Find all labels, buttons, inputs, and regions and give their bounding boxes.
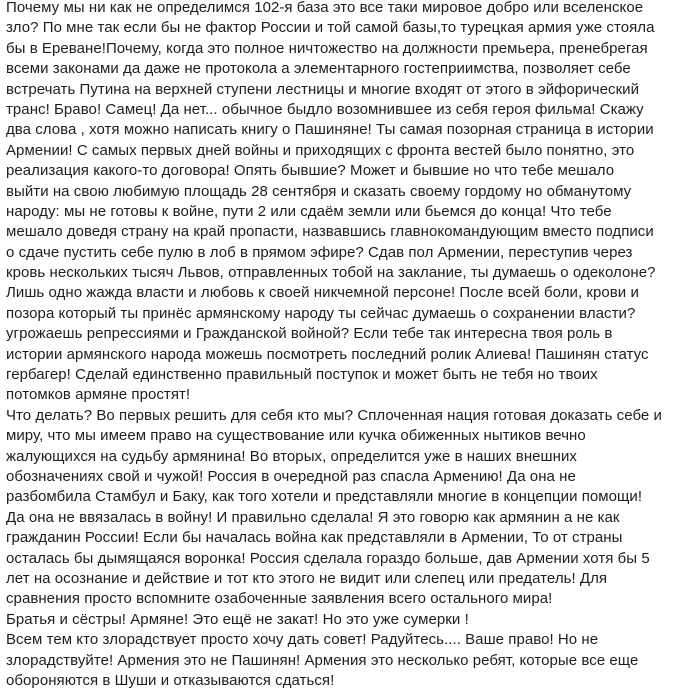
post-line: осталась бы дымящаяся воронка! Россия сделала гораздо больше, дав Армении хотя бы 5: [6, 549, 650, 567]
post-line: Да она не ввязалась в войну! И правильно сделала! Я это говорю как армянин а не как: [6, 508, 620, 526]
post-line: потомков армяне простят!: [6, 386, 191, 404]
post-line: Что делать? Во первых решить для себя кто мы? Сплоченная нация готовая доказать себе и: [6, 406, 662, 424]
post-line: зло? По мне так если бы не фактор России и той самой базы,то турецкая армия уже стояла: [6, 19, 655, 37]
post-line: Почему мы ни как не определимся 102-я база это все таки мировое добро или вселенское: [6, 0, 644, 16]
post-line: лет на осознание и действие и тот кто этого не видит или слепец или предатель! Для: [6, 569, 608, 587]
post-line: Братья и сёстры! Армяне! Это ещё не закат! Но это уже сумерки !: [6, 610, 469, 628]
post-line: Всем тем кто злорадствует просто хочу дать совет! Радуйтесь.... Ваше право! Но не: [6, 631, 599, 649]
post-line: Лишь одно жажда власти и любовь к своей никчемной персоне! После всей боли, крови и: [6, 284, 639, 302]
post-line: Армении! С самых первых дней войны и приходящих с фронта вестей было понятно, это: [6, 141, 635, 159]
post-line: миру, что мы имеем право на существование или кучка обиженных нытиков вечно: [6, 427, 586, 445]
post-line: реализация какого-то договора! Опять бывшие? Может и бывшие но что тебе мешало: [6, 162, 615, 180]
post-line: выйти на свою любимую площадь 28 сентября и сказать своему гордому но обманутому: [6, 182, 632, 200]
post-text: [6, 0, 688, 691]
post-line: истории армянского народа можешь посмотреть последний ролик Алиева! Пашинян статус: [6, 345, 649, 363]
post-line: всеми законами да даже не протокола а элементарного гостеприимства, позволяет себе: [6, 60, 631, 78]
post-line: сравнения просто вспомните озабоченные заявления всего остального мира!: [6, 590, 553, 608]
post-line: кровь нескольких тысяч Львов, отправленных тобой на заклание, ты думаешь о одеколоне?: [6, 264, 656, 282]
post-line: народу: мы не готовы к войне, пути 2 или сдаём земли или бьемся до конца! Что тебе: [6, 202, 612, 220]
post-line: злорадствуйте! Армения это не Пашинян! Армения это несколько ребят, которые все еще: [6, 651, 639, 669]
post-line: встречать Путина на верхней ступени лестницы и многие входят от этого в эйфорический: [6, 80, 640, 98]
post-line: угрожаешь репрессиями и Гражданской войной? Если тебе так интересна твоя роль в: [6, 325, 613, 343]
post-line: обороняются в Шуши и отказываются сдаться!: [6, 671, 335, 689]
post-line: два слова , хотя можно написать книгу о Пашиняне! Ты самая позорная страница в истории: [6, 121, 654, 139]
post-line: позора который ты принёс армянскому народу ты сейчас думаешь о сохранении власти?: [6, 304, 636, 322]
post-line: гербагер! Сделай единственно правильный поступок и может быть не тебя но твоих: [6, 366, 598, 384]
post-line: обозначениях свой и чужой! Россия в очередной раз спасла Армению! Да она не: [6, 467, 576, 485]
post-line: жалующихся на судьбу армянина! Во вторых, определится уже в наших внешних: [6, 447, 577, 465]
post-line: гражданин России! Если бы началась война как представляли в Армении, То от страны: [6, 529, 623, 547]
post-line: о сдаче пустить себе пулю в лоб в прямом эфире? Сдав пол Армении, переступив через: [6, 243, 633, 261]
post-line: бы в Ереване!Почему, когда это полное ничтожество на должности премьера, пренебрегая: [6, 39, 648, 57]
post-line: транс! Браво! Самец! Да нет... обычное быдло возомнившее из себя героя фильма! Скажу: [6, 100, 644, 118]
post-line: разбомбила Стамбул и Баку, как того хотели и представляли многие в концепции помощи!: [6, 488, 643, 506]
post-line: мешало доведя страну на край пропасти, назвавшись главнокомандующим вместо подписи: [6, 223, 654, 241]
